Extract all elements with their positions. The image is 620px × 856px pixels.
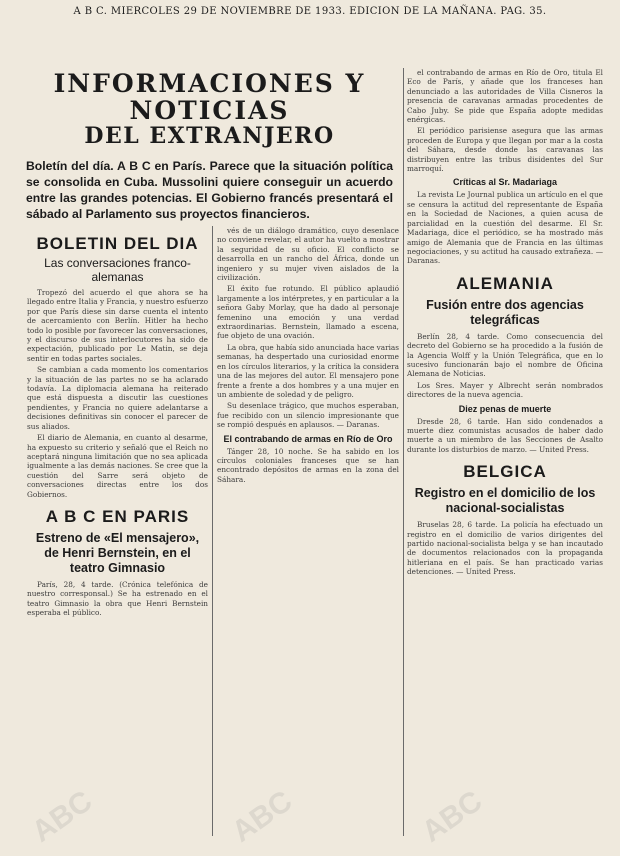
page-title: INFORMACIONES Y NOTICIAS bbox=[53, 69, 366, 125]
belgica-heading: BELGICA bbox=[463, 462, 547, 482]
middle-paragraph: El éxito fue rotundo. El público aplaudió largamente a los intérpretes, y en particular a la señora Gaby Morlay, que ha dado al personaje femenino una emoción y una verdad extraordinarias. Bernstein, llamado a escena, fue objeto de una ovación. bbox=[217, 284, 399, 341]
column-left bbox=[27, 226, 208, 620]
middle-body bbox=[217, 226, 399, 430]
muerte-paragraph: Dresde 28, 6 tarde. Han sido condenados a muerte diez comunistas acusados de haber dado muerte a un miembro de las Secciones de Asalto durante los disturbios de marzo. — United Press. bbox=[407, 416, 603, 454]
watermark-mark: ABC bbox=[416, 784, 489, 849]
madariaga-paragraph: La revista Le Journal publica un artículo en el que se censura la actitud del representante de España en la Sociedad de Naciones, a quien acusa de parcialidad en la cuestión del desarme. El Sr. Madariaga, dice el periódico, se ha mostrado más amigo de Alemania que de Francia en las últimas negociaciones, y su actitud ha causado extrañeza. — Daranas. bbox=[407, 190, 603, 266]
contrabando-body bbox=[217, 447, 399, 485]
abc-paris-body bbox=[27, 580, 208, 618]
column-right bbox=[407, 68, 603, 579]
column-divider bbox=[403, 68, 404, 836]
contrabando-paragraph: Tánger 28, 10 noche. Se ha sabido en los círculos coloniales franceses que se han encontrado depósitos de armas en la zona del Sáhara. bbox=[217, 446, 399, 484]
watermark-mark: ABC bbox=[226, 784, 299, 849]
alemania-body bbox=[407, 332, 603, 400]
right-body bbox=[407, 68, 603, 173]
page-header: A B C. MIERCOLES 29 DE NOVIEMBRE DE 1933. EDICION DE LA MAÑANA. PAG. 35. bbox=[73, 6, 547, 17]
watermark-mark: ABC bbox=[26, 784, 99, 849]
boletin-heading: BOLETIN DEL DIA bbox=[36, 234, 199, 253]
boletin-body bbox=[27, 288, 208, 499]
main-header-block bbox=[26, 70, 393, 222]
muerte-heading: Diez penas de muerte bbox=[458, 403, 552, 414]
middle-paragraph: vés de un diálogo dramático, cuyo desenlace no conviene revelar, el autor ha vuelto a mostrar la seguridad de su oficio. El conflicto se desarrolla en un rancho del África, donde un ingeniero y su mujer viven aislados de la civilización. bbox=[217, 226, 399, 283]
right-paragraph: el contrabando de armas en Río de Oro, titula El Eco de París, y añade que los franceses han denunciado a las autoridades de Villa Cisneros la presencia de caravanas armadas procedentes de Cabo Juby. Se pide que España adopte medidas enérgicas. bbox=[407, 68, 603, 125]
belgica-body bbox=[407, 520, 603, 576]
summary-text: Boletín del día. A B C en París. Parece que la situación política se consolida en Cuba. Mussolini quiere conseguir un acuerdo entre las grandes potencias. El Gobierno francés presentará el sábado al Parlamento sus proyectos financieros. bbox=[26, 159, 393, 221]
right-paragraph: El periódico parisiense asegura que las armas proceden de Europa y que llegan por mar a la costa del Sáhara, desde donde las caravanas las distribuyen entre las tribus disidentes del Sur marroquí. bbox=[407, 126, 603, 174]
belgica-paragraph: Bruselas 28, 6 tarde. La policía ha efectuado un registro en el domicilio de varios dirigentes del partido nacional-socialista belga y se han incautado de documentos relacionados con la propaganda hitleriana en el país. Se han practicado varias detenciones. — United Press. bbox=[407, 520, 603, 577]
alemania-heading: ALEMANIA bbox=[456, 273, 554, 293]
alemania-paragraph: Los Sres. Mayer y Albrecht serán nombrados directores de la nueva agencia. bbox=[407, 380, 603, 400]
belgica-subheading: Registro en el domicilio de los nacional-socialistas bbox=[414, 486, 596, 516]
page-subtitle: DEL EXTRANJERO bbox=[84, 123, 335, 149]
abc-paris-subheading: Estreno de «El mensajero», de Henri Bernstein, en el teatro Gimnasio bbox=[35, 530, 200, 575]
column-middle bbox=[217, 226, 399, 486]
boletin-paragraph: El diario de Alemania, en cuanto al desarme, ha expuesto su criterio y señaló que el Reich no aceptará ninguna limitación que no sea aplicada igualmente a las demás naciones. Se cree que la cuestión del Sarre será objeto de conversaciones directas entre los dos Gobiernos. bbox=[27, 433, 208, 499]
madariaga-body bbox=[407, 190, 603, 265]
middle-paragraph: Su desenlace trágico, que muchos esperaban, fue recibido con un silencio impresionante que se rompió después en aplausos. — Daranas. bbox=[217, 401, 399, 430]
abc-paris-heading: A B C EN PARIS bbox=[45, 506, 190, 526]
boletin-paragraph: Se cambian a cada momento los comentarios y la situación de las partes no se ha aclarado todavía. La diplomacia alemana ha reiterado que está dispuesta a discutir las cuestiones pendientes, y Francia no quiere adelantarse a decisiones definitivas sin conocer el parecer de sus aliados. bbox=[27, 365, 208, 431]
column-divider bbox=[212, 226, 213, 836]
boletin-paragraph: Tropezó del acuerdo el que ahora se ha llegado entre Italia y Francia, y nuestro esfuerzo por que París diese sin darse cuenta el intento de acercamiento con Berlín. Hitler ha hecho todo lo posible por favorecer las conversaciones, y el discurso de sus interlocutores ha sido de expectación, publicado por Le Matin, se deja sentir en todas partes sociales. bbox=[27, 288, 208, 363]
contrabando-heading: El contrabando de armas en Río de Oro bbox=[223, 433, 393, 444]
madariaga-heading: Críticas al Sr. Madariaga bbox=[452, 177, 558, 188]
muerte-body bbox=[407, 417, 603, 455]
alemania-paragraph: Berlín 28, 4 tarde. Como consecuencia del decreto del Gobierno se ha procedido a la fusión de la Agencia Wolff y la Unión Telegráfica, que en lo sucesivo funcionarán bajo el nombre de Oficina Alemana de Noticias. bbox=[407, 331, 603, 379]
alemania-subheading: Fusión entre dos agencias telegráficas bbox=[426, 297, 584, 327]
boletin-subheading: Las conversaciones franco-alemanas bbox=[44, 256, 191, 284]
abc-paris-paragraph: París, 28, 4 tarde. (Crónica telefónica de nuestro corresponsal.) Se ha estrenado en el teatro Gimnasio la obra que Henri Bernstein esperaba el público. bbox=[27, 579, 208, 618]
middle-paragraph: La obra, que había sido anunciada hace varias semanas, ha despertado una curiosidad enorme en los círculos literarios, y la crítica la considera una de las mejores del autor. El mensajero pone frente a frente a dos hombres y a una mujer en un ambiente de soledad y de peligro. bbox=[217, 342, 399, 399]
